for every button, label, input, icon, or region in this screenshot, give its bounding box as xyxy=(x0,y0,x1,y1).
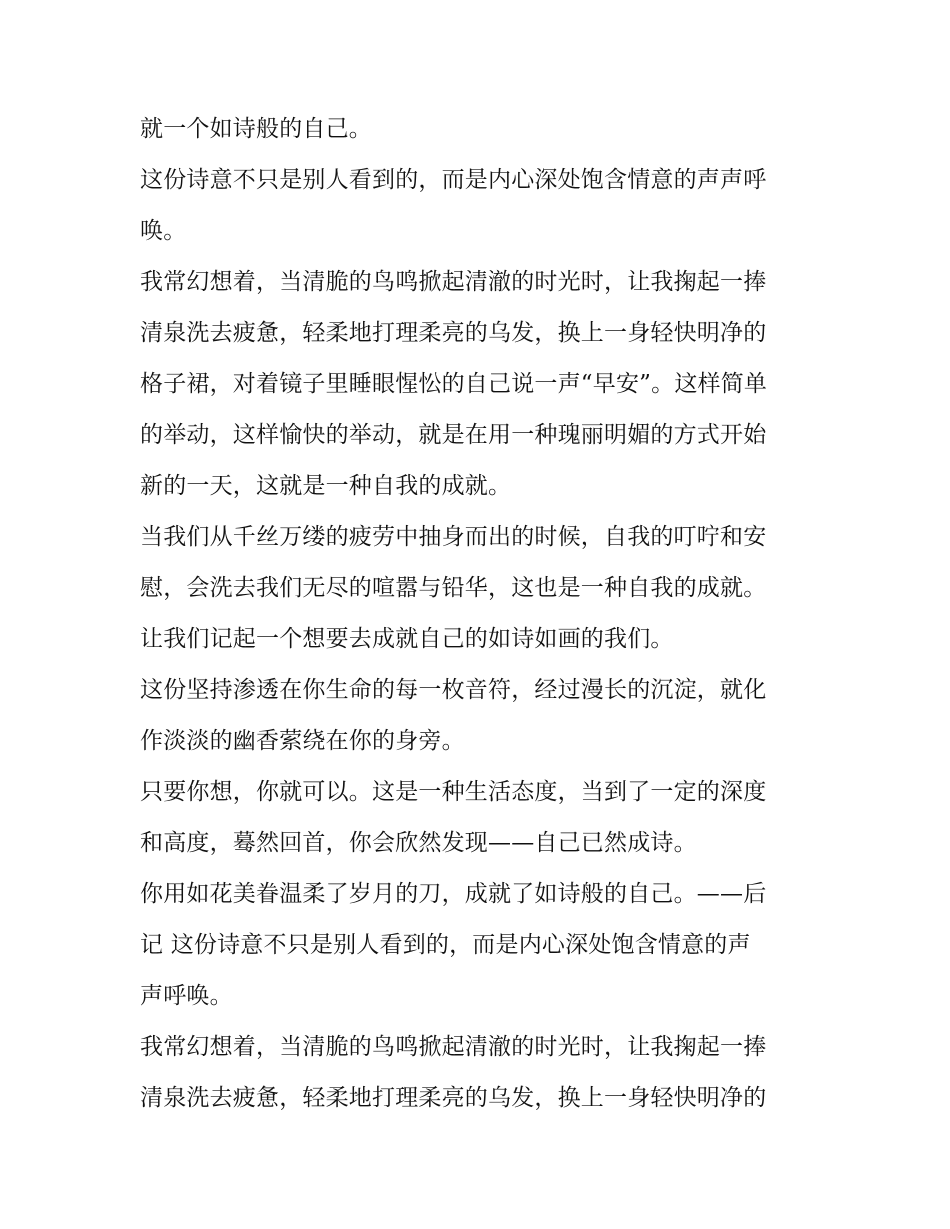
text-line: 新的一天，这就是一种自我的成就。 xyxy=(140,473,512,499)
text-line: 让我们记起一个想要去成就自己的如诗如画的我们。 xyxy=(140,626,674,652)
text-line: 格子裙，对着镜子里睡眼惺忪的自己说一声“早安”。这样简单 xyxy=(140,371,768,397)
text-line: 唤。 xyxy=(140,218,187,244)
text-line: 记 这份诗意不只是别人看到的，而是内心深处饱含情意的声 xyxy=(140,932,751,958)
text-line: 就一个如诗般的自己。 xyxy=(140,116,372,142)
text-line: 和高度，蓦然回首，你会欣然发现——自己已然成诗。 xyxy=(140,830,697,856)
text-line: 你用如花美眷温柔了岁月的刀，成就了如诗般的自己。——后 xyxy=(140,881,767,907)
text-line: 这份坚持渗透在你生命的每一枚音符，经过漫长的沉淀，就化 xyxy=(140,677,767,703)
text-line: 作淡淡的幽香萦绕在你的身旁。 xyxy=(140,728,465,754)
text-line: 的举动，这样愉快的举动，就是在用一种瑰丽明媚的方式开始 xyxy=(140,422,767,448)
text-line: 声呼唤。 xyxy=(140,983,233,1009)
text-line: 我常幻想着，当清脆的鸟鸣掀起清澈的时光时，让我掬起一捧 xyxy=(140,269,767,295)
text-line: 清泉洗去疲惫，轻柔地打理柔亮的乌发，换上一身轻快明净的 xyxy=(140,1085,767,1111)
text-line: 清泉洗去疲惫，轻柔地打理柔亮的乌发，换上一身轻快明净的 xyxy=(140,320,767,346)
text-line: 这份诗意不只是别人看到的，而是内心深处饱含情意的声声呼 xyxy=(140,167,767,193)
text-line: 慰，会洗去我们无尽的喧嚣与铅华，这也是一种自我的成就。 xyxy=(140,575,767,601)
document-body xyxy=(140,104,812,1124)
text-line: 只要你想，你就可以。这是一种生活态度，当到了一定的深度 xyxy=(140,779,767,805)
text-line: 当我们从千丝万缕的疲劳中抽身而出的时候，自我的叮咛和安 xyxy=(140,524,767,550)
text-line: 我常幻想着，当清脆的鸟鸣掀起清澈的时光时，让我掬起一捧 xyxy=(140,1034,767,1060)
